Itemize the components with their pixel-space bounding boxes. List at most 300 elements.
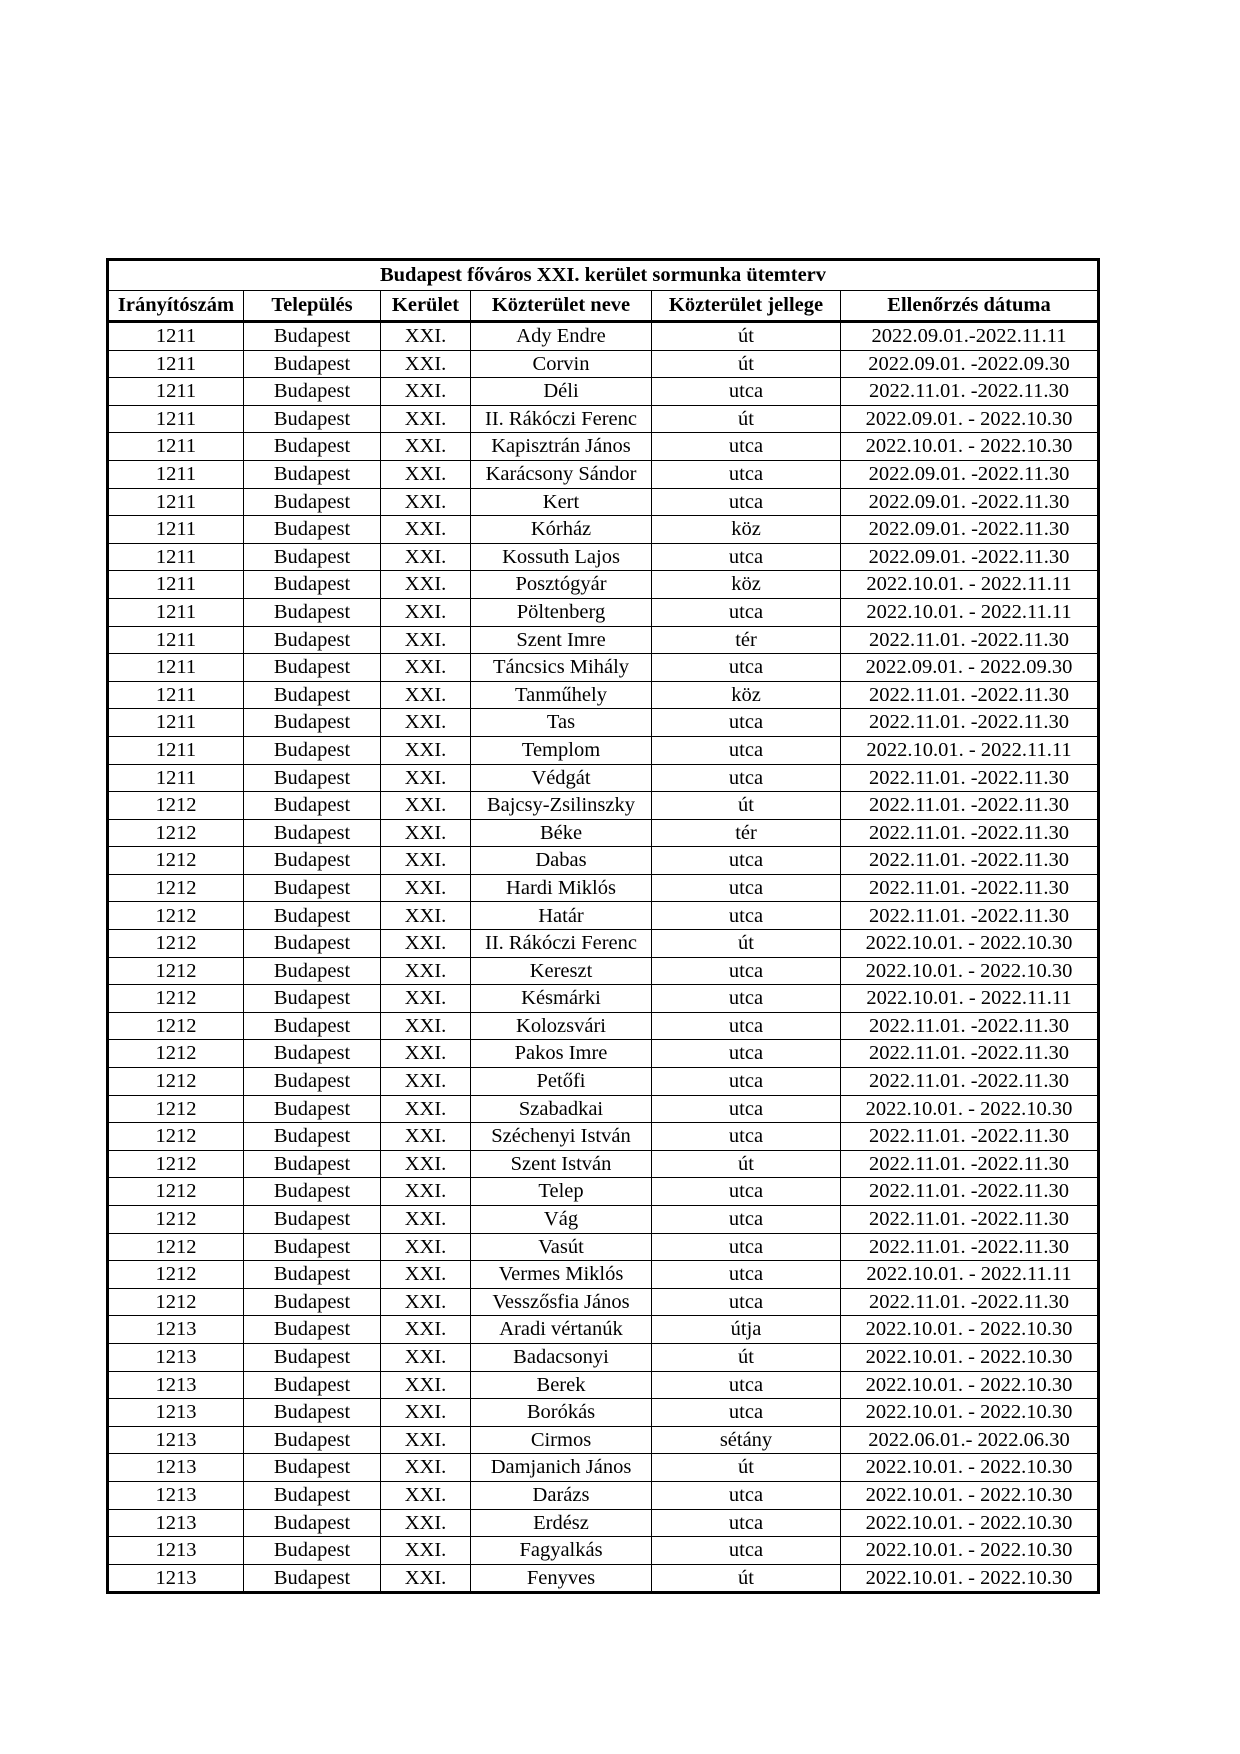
cell-iranyitoszam: 1212: [108, 957, 244, 985]
cell-kerulet: XXI.: [381, 405, 471, 433]
table-row: [108, 1261, 1099, 1289]
column-header-kozterulet-neve: Közterület neve: [471, 291, 652, 322]
cell-telepules: Budapest: [244, 626, 381, 654]
cell-kozterulet-jellege: utca: [652, 1261, 841, 1289]
table-row: [108, 626, 1099, 654]
cell-kozterulet-neve: Béke: [471, 819, 652, 847]
cell-telepules: Budapest: [244, 322, 381, 351]
cell-telepules: Budapest: [244, 1095, 381, 1123]
cell-iranyitoszam: 1212: [108, 1150, 244, 1178]
cell-iranyitoszam: 1213: [108, 1399, 244, 1427]
cell-telepules: Budapest: [244, 1371, 381, 1399]
cell-ellenorzes-datuma: 2022.09.01. -2022.09.30: [841, 350, 1099, 378]
table-row: [108, 322, 1099, 351]
table-row: [108, 874, 1099, 902]
cell-kozterulet-jellege: utca: [652, 654, 841, 682]
cell-kerulet: XXI.: [381, 1316, 471, 1344]
cell-ellenorzes-datuma: 2022.11.01. -2022.11.30: [841, 874, 1099, 902]
cell-telepules: Budapest: [244, 1454, 381, 1482]
table-row: [108, 488, 1099, 516]
cell-kozterulet-jellege: tér: [652, 626, 841, 654]
cell-kerulet: XXI.: [381, 709, 471, 737]
cell-ellenorzes-datuma: 2022.11.01. -2022.11.30: [841, 709, 1099, 737]
cell-kozterulet-jellege: utca: [652, 1012, 841, 1040]
cell-iranyitoszam: 1211: [108, 571, 244, 599]
table-title: Budapest főváros XXI. kerület sormunka ütemterv: [108, 260, 1099, 291]
column-header-iranyitoszam: Irányítószám: [108, 291, 244, 322]
cell-iranyitoszam: 1213: [108, 1454, 244, 1482]
cell-kozterulet-neve: Kereszt: [471, 957, 652, 985]
cell-ellenorzes-datuma: 2022.09.01.-2022.11.11: [841, 322, 1099, 351]
cell-iranyitoszam: 1212: [108, 1206, 244, 1234]
cell-telepules: Budapest: [244, 654, 381, 682]
cell-kozterulet-jellege: köz: [652, 571, 841, 599]
cell-iranyitoszam: 1211: [108, 488, 244, 516]
cell-iranyitoszam: 1212: [108, 902, 244, 930]
cell-ellenorzes-datuma: 2022.11.01. -2022.11.30: [841, 378, 1099, 406]
cell-kozterulet-jellege: utca: [652, 985, 841, 1013]
table-row: [108, 985, 1099, 1013]
cell-kozterulet-neve: Posztógyár: [471, 571, 652, 599]
cell-kozterulet-jellege: utca: [652, 1399, 841, 1427]
cell-kozterulet-jellege: utca: [652, 1123, 841, 1151]
cell-ellenorzes-datuma: 2022.11.01. -2022.11.30: [841, 681, 1099, 709]
cell-kerulet: XXI.: [381, 378, 471, 406]
cell-iranyitoszam: 1211: [108, 764, 244, 792]
cell-iranyitoszam: 1212: [108, 930, 244, 958]
table-row: [108, 930, 1099, 958]
cell-telepules: Budapest: [244, 1012, 381, 1040]
cell-ellenorzes-datuma: 2022.11.01. -2022.11.30: [841, 1150, 1099, 1178]
cell-kozterulet-jellege: utca: [652, 1095, 841, 1123]
cell-telepules: Budapest: [244, 847, 381, 875]
cell-ellenorzes-datuma: 2022.10.01. - 2022.10.30: [841, 1537, 1099, 1565]
cell-kerulet: XXI.: [381, 1123, 471, 1151]
cell-kozterulet-neve: Telep: [471, 1178, 652, 1206]
cell-telepules: Budapest: [244, 488, 381, 516]
header-row: [108, 291, 1099, 322]
cell-kozterulet-neve: Pakos Imre: [471, 1040, 652, 1068]
cell-ellenorzes-datuma: 2022.11.01. -2022.11.30: [841, 1178, 1099, 1206]
cell-ellenorzes-datuma: 2022.10.01. - 2022.11.11: [841, 736, 1099, 764]
cell-telepules: Budapest: [244, 902, 381, 930]
cell-kozterulet-neve: II. Rákóczi Ferenc: [471, 930, 652, 958]
cell-iranyitoszam: 1212: [108, 1233, 244, 1261]
cell-iranyitoszam: 1212: [108, 1095, 244, 1123]
table-row: [108, 1068, 1099, 1096]
cell-kerulet: XXI.: [381, 350, 471, 378]
table-row: [108, 736, 1099, 764]
cell-kerulet: XXI.: [381, 1481, 471, 1509]
cell-kerulet: XXI.: [381, 654, 471, 682]
cell-kerulet: XXI.: [381, 1233, 471, 1261]
cell-kozterulet-jellege: út: [652, 1564, 841, 1593]
cell-ellenorzes-datuma: 2022.06.01.- 2022.06.30: [841, 1426, 1099, 1454]
cell-iranyitoszam: 1213: [108, 1537, 244, 1565]
cell-ellenorzes-datuma: 2022.10.01. - 2022.10.30: [841, 1564, 1099, 1593]
cell-telepules: Budapest: [244, 1206, 381, 1234]
cell-kozterulet-jellege: út: [652, 930, 841, 958]
cell-kerulet: XXI.: [381, 1040, 471, 1068]
cell-telepules: Budapest: [244, 350, 381, 378]
cell-ellenorzes-datuma: 2022.10.01. - 2022.10.30: [841, 1343, 1099, 1371]
table-row: [108, 957, 1099, 985]
table-row: [108, 709, 1099, 737]
cell-kerulet: XXI.: [381, 598, 471, 626]
cell-kozterulet-neve: Széchenyi István: [471, 1123, 652, 1151]
cell-iranyitoszam: 1213: [108, 1509, 244, 1537]
cell-kerulet: XXI.: [381, 985, 471, 1013]
cell-kozterulet-neve: Badacsonyi: [471, 1343, 652, 1371]
cell-kerulet: XXI.: [381, 1371, 471, 1399]
cell-kozterulet-jellege: utca: [652, 543, 841, 571]
cell-kerulet: XXI.: [381, 1564, 471, 1593]
cell-telepules: Budapest: [244, 1068, 381, 1096]
cell-kerulet: XXI.: [381, 930, 471, 958]
cell-kozterulet-jellege: utca: [652, 433, 841, 461]
cell-iranyitoszam: 1212: [108, 1123, 244, 1151]
table-row: [108, 460, 1099, 488]
cell-kozterulet-jellege: út: [652, 405, 841, 433]
cell-kozterulet-neve: Tas: [471, 709, 652, 737]
cell-iranyitoszam: 1213: [108, 1371, 244, 1399]
cell-ellenorzes-datuma: 2022.10.01. - 2022.11.11: [841, 1261, 1099, 1289]
cell-telepules: Budapest: [244, 1537, 381, 1565]
cell-kozterulet-jellege: utca: [652, 847, 841, 875]
cell-telepules: Budapest: [244, 681, 381, 709]
cell-kozterulet-neve: Táncsics Mihály: [471, 654, 652, 682]
table-row: [108, 1481, 1099, 1509]
column-header-kozterulet-jellege: Közterület jellege: [652, 291, 841, 322]
cell-kerulet: XXI.: [381, 1150, 471, 1178]
cell-kerulet: XXI.: [381, 1012, 471, 1040]
table-row: [108, 1316, 1099, 1344]
cell-kozterulet-neve: Szent Imre: [471, 626, 652, 654]
cell-kozterulet-neve: Déli: [471, 378, 652, 406]
cell-ellenorzes-datuma: 2022.10.01. - 2022.10.30: [841, 433, 1099, 461]
cell-kozterulet-neve: Karácsony Sándor: [471, 460, 652, 488]
cell-iranyitoszam: 1212: [108, 1068, 244, 1096]
cell-iranyitoszam: 1211: [108, 598, 244, 626]
table-row: [108, 1123, 1099, 1151]
table-row: [108, 1454, 1099, 1482]
cell-iranyitoszam: 1213: [108, 1564, 244, 1593]
cell-telepules: Budapest: [244, 598, 381, 626]
cell-kozterulet-jellege: utca: [652, 598, 841, 626]
cell-ellenorzes-datuma: 2022.11.01. -2022.11.30: [841, 792, 1099, 820]
cell-kerulet: XXI.: [381, 1095, 471, 1123]
cell-telepules: Budapest: [244, 957, 381, 985]
cell-kozterulet-jellege: utca: [652, 1233, 841, 1261]
cell-telepules: Budapest: [244, 819, 381, 847]
cell-kozterulet-neve: Aradi vértanúk: [471, 1316, 652, 1344]
cell-ellenorzes-datuma: 2022.09.01. -2022.11.30: [841, 516, 1099, 544]
cell-kerulet: XXI.: [381, 626, 471, 654]
cell-iranyitoszam: 1211: [108, 378, 244, 406]
table-body: [108, 322, 1099, 1593]
title-row: [108, 260, 1099, 291]
cell-telepules: Budapest: [244, 1178, 381, 1206]
cell-ellenorzes-datuma: 2022.11.01. -2022.11.30: [841, 1068, 1099, 1096]
cell-kerulet: XXI.: [381, 764, 471, 792]
cell-ellenorzes-datuma: 2022.11.01. -2022.11.30: [841, 1206, 1099, 1234]
cell-kozterulet-neve: Petőfi: [471, 1068, 652, 1096]
cell-kozterulet-jellege: köz: [652, 681, 841, 709]
cell-kozterulet-neve: Szent István: [471, 1150, 652, 1178]
cell-kerulet: XXI.: [381, 433, 471, 461]
cell-kozterulet-neve: Berek: [471, 1371, 652, 1399]
cell-kozterulet-jellege: sétány: [652, 1426, 841, 1454]
cell-telepules: Budapest: [244, 1316, 381, 1344]
cell-kerulet: XXI.: [381, 460, 471, 488]
cell-telepules: Budapest: [244, 930, 381, 958]
cell-iranyitoszam: 1212: [108, 985, 244, 1013]
cell-iranyitoszam: 1212: [108, 847, 244, 875]
cell-kozterulet-neve: Damjanich János: [471, 1454, 652, 1482]
cell-kozterulet-jellege: út: [652, 350, 841, 378]
cell-kozterulet-neve: Szabadkai: [471, 1095, 652, 1123]
cell-kozterulet-jellege: utca: [652, 902, 841, 930]
cell-ellenorzes-datuma: 2022.09.01. -2022.11.30: [841, 543, 1099, 571]
table-row: [108, 1178, 1099, 1206]
cell-kozterulet-jellege: utca: [652, 957, 841, 985]
cell-iranyitoszam: 1211: [108, 543, 244, 571]
cell-kozterulet-neve: Vermes Miklós: [471, 1261, 652, 1289]
cell-iranyitoszam: 1213: [108, 1481, 244, 1509]
cell-ellenorzes-datuma: 2022.11.01. -2022.11.30: [841, 1288, 1099, 1316]
cell-telepules: Budapest: [244, 1123, 381, 1151]
column-header-ellenorzes-datuma: Ellenőrzés dátuma: [841, 291, 1099, 322]
cell-iranyitoszam: 1213: [108, 1426, 244, 1454]
cell-kozterulet-neve: Erdész: [471, 1509, 652, 1537]
table-row: [108, 1537, 1099, 1565]
cell-kerulet: XXI.: [381, 543, 471, 571]
cell-ellenorzes-datuma: 2022.09.01. -2022.11.30: [841, 488, 1099, 516]
cell-ellenorzes-datuma: 2022.11.01. -2022.11.30: [841, 1012, 1099, 1040]
cell-ellenorzes-datuma: 2022.10.01. - 2022.10.30: [841, 1399, 1099, 1427]
cell-iranyitoszam: 1212: [108, 1178, 244, 1206]
cell-ellenorzes-datuma: 2022.11.01. -2022.11.30: [841, 1123, 1099, 1151]
cell-kerulet: XXI.: [381, 1178, 471, 1206]
cell-kerulet: XXI.: [381, 1068, 471, 1096]
cell-kozterulet-neve: Bajcsy-Zsilinszky: [471, 792, 652, 820]
cell-ellenorzes-datuma: 2022.10.01. - 2022.10.30: [841, 930, 1099, 958]
cell-kerulet: XXI.: [381, 819, 471, 847]
cell-telepules: Budapest: [244, 764, 381, 792]
cell-iranyitoszam: 1211: [108, 460, 244, 488]
cell-kozterulet-jellege: utca: [652, 1537, 841, 1565]
cell-ellenorzes-datuma: 2022.10.01. - 2022.10.30: [841, 1095, 1099, 1123]
cell-kerulet: XXI.: [381, 1537, 471, 1565]
table-row: [108, 819, 1099, 847]
cell-kerulet: XXI.: [381, 1426, 471, 1454]
column-header-kerulet: Kerület: [381, 291, 471, 322]
cell-kozterulet-neve: Védgát: [471, 764, 652, 792]
cell-ellenorzes-datuma: 2022.10.01. - 2022.11.11: [841, 598, 1099, 626]
cell-kerulet: XXI.: [381, 322, 471, 351]
cell-kozterulet-jellege: utca: [652, 1371, 841, 1399]
table-row: [108, 847, 1099, 875]
cell-kozterulet-jellege: utca: [652, 1481, 841, 1509]
cell-kerulet: XXI.: [381, 1343, 471, 1371]
cell-telepules: Budapest: [244, 433, 381, 461]
cell-kerulet: XXI.: [381, 1509, 471, 1537]
cell-kozterulet-neve: Vesszősfia János: [471, 1288, 652, 1316]
cell-iranyitoszam: 1212: [108, 874, 244, 902]
cell-kerulet: XXI.: [381, 681, 471, 709]
cell-kerulet: XXI.: [381, 1454, 471, 1482]
cell-telepules: Budapest: [244, 1481, 381, 1509]
cell-kerulet: XXI.: [381, 874, 471, 902]
table-row: [108, 1012, 1099, 1040]
cell-kozterulet-jellege: utca: [652, 1040, 841, 1068]
cell-kozterulet-neve: Borókás: [471, 1399, 652, 1427]
cell-kozterulet-jellege: köz: [652, 516, 841, 544]
cell-kozterulet-jellege: utca: [652, 1288, 841, 1316]
cell-ellenorzes-datuma: 2022.11.01. -2022.11.30: [841, 902, 1099, 930]
cell-telepules: Budapest: [244, 874, 381, 902]
table-row: [108, 1399, 1099, 1427]
cell-kerulet: XXI.: [381, 1261, 471, 1289]
cell-kozterulet-jellege: utca: [652, 1178, 841, 1206]
cell-telepules: Budapest: [244, 1343, 381, 1371]
cell-kerulet: XXI.: [381, 516, 471, 544]
cell-kozterulet-jellege: út: [652, 1343, 841, 1371]
cell-telepules: Budapest: [244, 1399, 381, 1427]
cell-iranyitoszam: 1212: [108, 1261, 244, 1289]
table-row: [108, 378, 1099, 406]
cell-telepules: Budapest: [244, 378, 381, 406]
cell-iranyitoszam: 1211: [108, 405, 244, 433]
cell-kerulet: XXI.: [381, 792, 471, 820]
cell-iranyitoszam: 1211: [108, 350, 244, 378]
cell-telepules: Budapest: [244, 709, 381, 737]
cell-kozterulet-jellege: tér: [652, 819, 841, 847]
cell-kozterulet-neve: Határ: [471, 902, 652, 930]
cell-ellenorzes-datuma: 2022.11.01. -2022.11.30: [841, 626, 1099, 654]
cell-kozterulet-neve: II. Rákóczi Ferenc: [471, 405, 652, 433]
cell-kozterulet-jellege: utca: [652, 764, 841, 792]
cell-iranyitoszam: 1211: [108, 681, 244, 709]
cell-ellenorzes-datuma: 2022.09.01. - 2022.09.30: [841, 654, 1099, 682]
cell-ellenorzes-datuma: 2022.09.01. - 2022.10.30: [841, 405, 1099, 433]
cell-kerulet: XXI.: [381, 571, 471, 599]
cell-telepules: Budapest: [244, 1509, 381, 1537]
cell-kerulet: XXI.: [381, 957, 471, 985]
table-row: [108, 350, 1099, 378]
cell-kozterulet-neve: Ady Endre: [471, 322, 652, 351]
cell-kozterulet-jellege: út: [652, 1150, 841, 1178]
table-row: [108, 764, 1099, 792]
cell-kozterulet-jellege: utca: [652, 1068, 841, 1096]
table-row: [108, 1233, 1099, 1261]
table-row: [108, 1206, 1099, 1234]
cell-kozterulet-jellege: utca: [652, 709, 841, 737]
cell-kozterulet-jellege: utca: [652, 736, 841, 764]
cell-ellenorzes-datuma: 2022.11.01. -2022.11.30: [841, 1040, 1099, 1068]
cell-kozterulet-neve: Kapisztrán János: [471, 433, 652, 461]
cell-kozterulet-neve: Fenyves: [471, 1564, 652, 1593]
cell-telepules: Budapest: [244, 516, 381, 544]
table-row: [108, 1288, 1099, 1316]
table-row: [108, 1095, 1099, 1123]
cell-ellenorzes-datuma: 2022.10.01. - 2022.11.11: [841, 571, 1099, 599]
cell-iranyitoszam: 1212: [108, 1040, 244, 1068]
cell-telepules: Budapest: [244, 543, 381, 571]
cell-iranyitoszam: 1211: [108, 322, 244, 351]
cell-telepules: Budapest: [244, 792, 381, 820]
cell-iranyitoszam: 1211: [108, 626, 244, 654]
cell-iranyitoszam: 1212: [108, 1012, 244, 1040]
cell-kozterulet-jellege: utca: [652, 488, 841, 516]
cell-iranyitoszam: 1213: [108, 1343, 244, 1371]
table-row: [108, 405, 1099, 433]
cell-kozterulet-jellege: utca: [652, 1509, 841, 1537]
cell-kozterulet-neve: Hardi Miklós: [471, 874, 652, 902]
cell-kozterulet-jellege: utca: [652, 874, 841, 902]
cell-ellenorzes-datuma: 2022.10.01. - 2022.10.30: [841, 1481, 1099, 1509]
table-row: [108, 654, 1099, 682]
cell-kerulet: XXI.: [381, 1288, 471, 1316]
cell-ellenorzes-datuma: 2022.10.01. - 2022.10.30: [841, 1454, 1099, 1482]
table-row: [108, 516, 1099, 544]
cell-kozterulet-neve: Késmárki: [471, 985, 652, 1013]
cell-kozterulet-neve: Corvin: [471, 350, 652, 378]
table-row: [108, 1371, 1099, 1399]
cell-iranyitoszam: 1211: [108, 709, 244, 737]
cell-ellenorzes-datuma: 2022.11.01. -2022.11.30: [841, 819, 1099, 847]
cell-kozterulet-neve: Kossuth Lajos: [471, 543, 652, 571]
cell-ellenorzes-datuma: 2022.10.01. - 2022.10.30: [841, 957, 1099, 985]
table-row: [108, 433, 1099, 461]
cell-iranyitoszam: 1213: [108, 1316, 244, 1344]
cell-kozterulet-jellege: utca: [652, 378, 841, 406]
cell-iranyitoszam: 1211: [108, 433, 244, 461]
cell-kerulet: XXI.: [381, 1206, 471, 1234]
cell-telepules: Budapest: [244, 1150, 381, 1178]
table-row: [108, 1040, 1099, 1068]
cell-ellenorzes-datuma: 2022.10.01. - 2022.11.11: [841, 985, 1099, 1013]
cell-telepules: Budapest: [244, 1288, 381, 1316]
cell-kozterulet-neve: Vág: [471, 1206, 652, 1234]
cell-ellenorzes-datuma: 2022.10.01. - 2022.10.30: [841, 1509, 1099, 1537]
table-row: [108, 1564, 1099, 1593]
cell-kozterulet-neve: Vasút: [471, 1233, 652, 1261]
cell-kozterulet-neve: Dabas: [471, 847, 652, 875]
cell-kozterulet-neve: Cirmos: [471, 1426, 652, 1454]
cell-telepules: Budapest: [244, 405, 381, 433]
table-row: [108, 571, 1099, 599]
cell-kozterulet-neve: Kolozsvári: [471, 1012, 652, 1040]
cell-ellenorzes-datuma: 2022.10.01. - 2022.10.30: [841, 1371, 1099, 1399]
cell-kozterulet-neve: Tanműhely: [471, 681, 652, 709]
cell-ellenorzes-datuma: 2022.10.01. - 2022.10.30: [841, 1316, 1099, 1344]
cell-kerulet: XXI.: [381, 902, 471, 930]
cell-kozterulet-neve: Pöltenberg: [471, 598, 652, 626]
cell-kozterulet-jellege: út: [652, 1454, 841, 1482]
column-header-telepules: Település: [244, 291, 381, 322]
cell-kozterulet-jellege: út: [652, 322, 841, 351]
cell-iranyitoszam: 1211: [108, 654, 244, 682]
table-row: [108, 792, 1099, 820]
cell-telepules: Budapest: [244, 1426, 381, 1454]
cell-kozterulet-jellege: út: [652, 792, 841, 820]
cell-iranyitoszam: 1212: [108, 792, 244, 820]
table-row: [108, 598, 1099, 626]
cell-kozterulet-neve: Kert: [471, 488, 652, 516]
cell-telepules: Budapest: [244, 736, 381, 764]
cell-kozterulet-neve: Fagyalkás: [471, 1537, 652, 1565]
